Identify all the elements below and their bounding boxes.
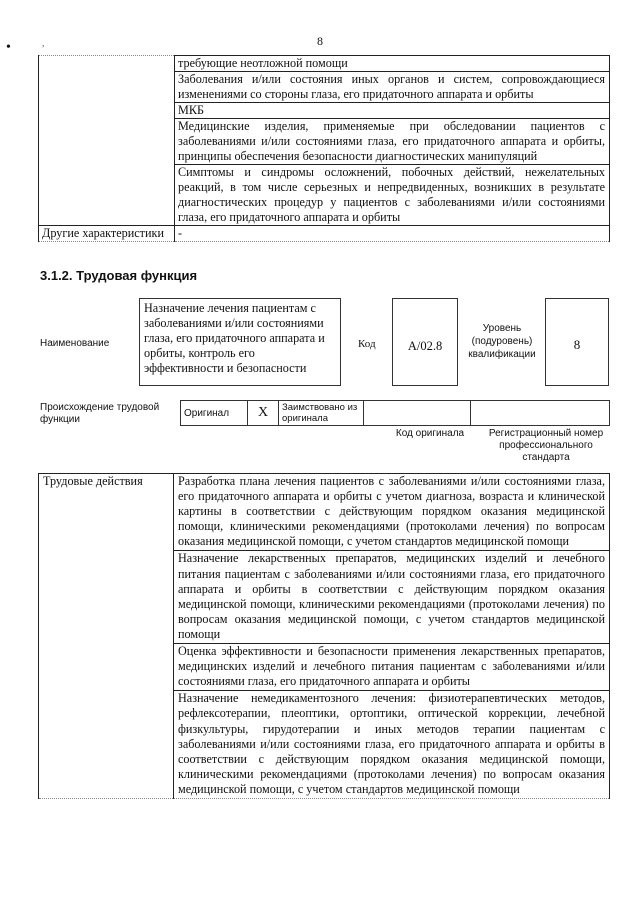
table-cell: Оценка эффективности и безопасности применения лекарственных препаратов, медицинских изделий и лечебного питания пациентам с заболеваниями и/или состояниями глаза, его придаточного аппарата и орбиты [174,644,610,691]
table-cell: Назначение немедикаментозного лечения: физиотерапевтических методов, рефлексотерапии, плеоптики, ортоптики, оптической коррекции, лечебной физкультуры, гирудотерапии и иных методов терапии пациентам с заболеваниями и/или состояниями глаза, его придаточного аппарата и орбиты в соответствии с действующим порядком оказания медицинской помощи, клиническими рекомендациями (протоколами лечения) по вопросам оказания медицинской помощи, с учетом стандартов медицинской помощи [174,691,610,799]
qualification-level-box: 8 [545,298,609,386]
table-cell: МКБ [175,103,610,119]
table-cell: Заболевания и/или состояния иных органов и систем, сопровождающиеся изменениями со стороны глаза, его придаточного аппарата и орбиты [175,72,610,103]
other-characteristics-value: - [175,226,610,242]
table-cell: Медицинские изделия, применяемые при обследовании пациентов с заболеваниями и/или состояниями глаза, его придаточного аппарата и орбиты, принципы обеспечения безопасности диагностических манипуляций [175,119,610,165]
borrowed-label: Заимствовано из оригинала [279,401,364,426]
labor-actions-table [38,473,610,799]
original-mark: X [248,401,279,426]
page-number: 8 [317,34,323,48]
table-row [181,401,610,426]
knowledge-table [38,55,610,242]
section-heading: 3.1.2. Трудовая функция [40,268,198,283]
table-row [39,226,610,242]
scan-mark: • [6,40,11,55]
table-row [39,56,610,72]
labor-actions-label: Трудовые действия [39,474,174,799]
table-cell: требующие неотложной помощи [175,56,610,72]
other-characteristics-label: Другие характеристики [39,226,175,242]
table-cell: Симптомы и синдромы осложнений, побочных действий, нежелательных реакций, в том числе серьезных и непредвиденных, возникших в результате диагностических процедур у пациентов с заболеваниями и/или состояниями глаза, его придаточного аппарата и орбиты [175,165,610,226]
table-cell-empty [39,56,175,226]
origin-table [180,400,610,426]
code-original-label: Код оригинала [395,428,465,439]
function-code-box: А/02.8 [392,298,458,386]
origin-label: Происхождение трудовой функции [40,402,160,425]
code-original-cell [364,401,471,426]
code-label: Код [358,338,376,350]
scan-mark: , [42,38,45,48]
original-label: Оригинал [181,401,248,426]
table-cell: Назначение лекарственных препаратов, медицинских изделий и лечебного питания пациентам с заболеваниями и/или состояниями глаза, его придаточного аппарата и орбиты в соответствии с действующим порядком оказания медицинской помощи, клиническими рекомендациями (протоколами лечения) по вопросам оказания медицинской помощи, с учетом стандартов медицинской помощи [174,551,610,644]
reg-number-label: Регистрационный номер профессионального стандарта [488,428,604,463]
table-cell: Разработка плана лечения пациентов с заболеваниями и/или состояниями глаза, его придаточного аппарата и орбиты с учетом диагноза, возраста и клинической картины в соответствии с действующим порядком оказания медицинской помощи, клиническими рекомендациями (протоколами лечения) по вопросам оказания медицинской помощи, с учетом стандартов медицинской помощи [174,474,610,551]
reg-number-cell [471,401,610,426]
name-label: Наименование [40,338,110,349]
function-name-box: Назначение лечения пациентам с заболеваниями и/или состояниями глаза, его придаточного аппарата и орбиты, контроль его эффективности и безопасности [139,298,341,386]
table-row [39,474,610,551]
level-label: Уровень (подуровень) квалификации [468,323,536,360]
